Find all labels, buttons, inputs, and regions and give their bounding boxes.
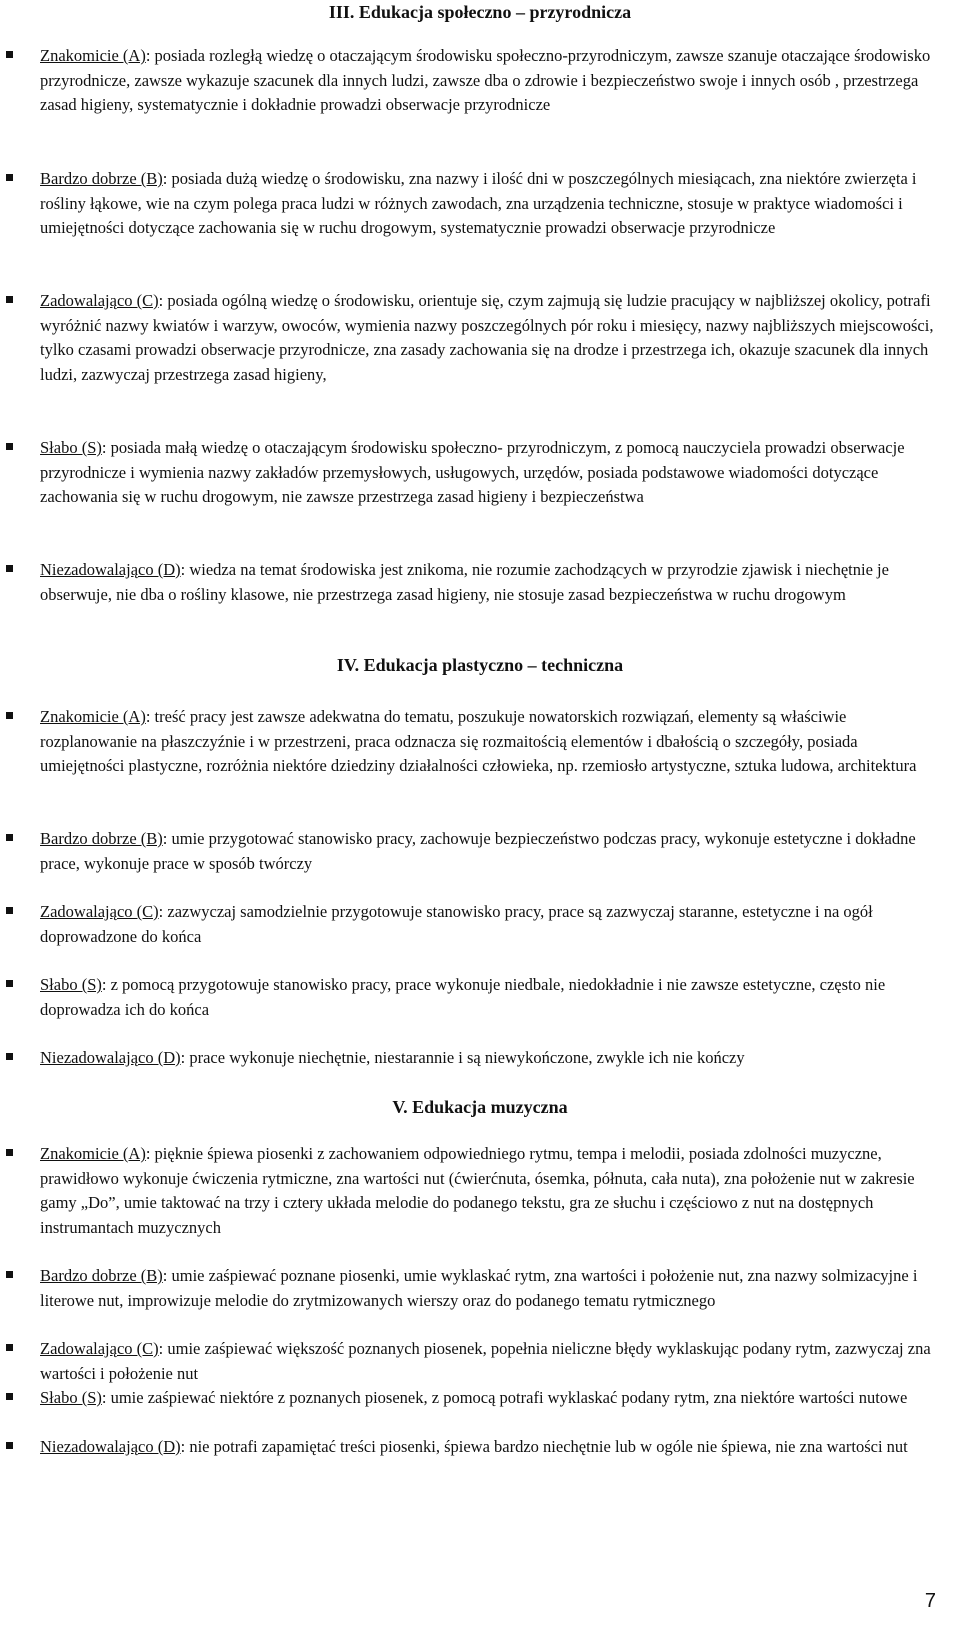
grade-description: : posiada dużą wiedzę o środowisku, zna nazwy i ilość dni w poszczególnych miesiącach, zna niektóre zwierzęta i rośliny łąkowe, wie na czym polega praca ludzi w różnych zawodach, zna urządzenia techniczne, stosuje w praktyce wiadomości i umiejętności dotyczące zachowania się w ruchu drogowym, systematycznie prowadzi obserwacje przyrodnicze	[40, 169, 917, 237]
bullet-icon	[6, 1442, 13, 1449]
bullet-icon	[6, 51, 13, 58]
grade-description: : prace wykonuje niechętnie, niestarannie i są niewykończone, zwykle ich nie kończy	[180, 1048, 745, 1067]
grade-label: Zadowalająco (C)	[40, 291, 159, 310]
grade-text	[40, 436, 940, 510]
grade-text	[40, 289, 940, 387]
grade-label: Słabo (S)	[40, 1388, 102, 1407]
bullet-icon	[6, 712, 13, 719]
bullet-icon	[6, 1053, 13, 1060]
grade-description: : umie zaśpiewać większość poznanych piosenek, popełnia nieliczne błędy wyklaskując podany rytm, zazwyczaj zna wartości i położenie nut	[40, 1339, 931, 1383]
bullet-icon	[6, 907, 13, 914]
grade-label: Bardzo dobrze (B)	[40, 1266, 163, 1285]
bullet-icon	[6, 443, 13, 450]
grade-label: Zadowalająco (C)	[40, 1339, 159, 1358]
grade-label: Słabo (S)	[40, 438, 102, 457]
grade-label: Znakomicie (A)	[40, 1144, 146, 1163]
grade-description: : posiada rozległą wiedzę o otaczającym środowisku społeczno-przyrodniczym, zawsze szanuje otaczające środowisko przyrodnicze, zawsze wykazuje szacunek dla innych ludzi, zawsze dba o zdrowie i bezpieczeństwo swoje i innych osób , przestrzega zasad higieny, systematycznie i dokładnie prowadzi obserwacje przyrodnicze	[40, 46, 931, 114]
grade-description: : umie zaśpiewać poznane piosenki, umie wyklaskać rytm, zna wartości i położenie nut, zna nazwy solmizacyjne i literowe nut, improwizuje melodie do zrytmizowanych wierszy oraz do podanego tematu rytmicznego	[40, 1266, 918, 1310]
grade-description: : wiedza na temat środowiska jest znikoma, nie rozumie zachodzących w przyrodzie zjawisk i niechętnie je obserwuje, nie dba o rośliny klasowe, nie przestrzega zasad higieny, nie stosuje zasad bezpieczeństwa w ruchu drogowym	[40, 560, 889, 604]
grade-label: Znakomicie (A)	[40, 46, 146, 65]
grade-label: Bardzo dobrze (B)	[40, 829, 163, 848]
grade-text	[40, 705, 940, 779]
grade-description: : nie potrafi zapamiętać treści piosenki, śpiewa bardzo niechętnie lub w ogóle nie śpiewa, nie zna wartości nut	[180, 1437, 908, 1456]
grade-label: Słabo (S)	[40, 975, 102, 994]
bullet-icon	[6, 174, 13, 181]
grade-text	[40, 44, 940, 118]
section-heading-5: V. Edukacja muzyczna	[392, 1097, 568, 1117]
grade-text	[40, 1337, 940, 1386]
bullet-icon	[6, 834, 13, 841]
bullet-icon	[6, 565, 13, 572]
section-heading-3: III. Edukacja społeczno – przyrodnicza	[328, 2, 632, 22]
grade-text	[40, 558, 940, 607]
grade-label: Bardzo dobrze (B)	[40, 169, 163, 188]
page-number: 7	[924, 1590, 936, 1612]
grade-description: : posiada małą wiedzę o otaczającym środowisku społeczno- przyrodniczym, z pomocą nauczyciela prowadzi obserwacje przyrodnicze i wymienia nazwy zakładów przemysłowych, usługowych, urzędów, posiada podstawowe wiadomości dotyczące zachowania się w ruchu drogowym, nie zawsze przestrzega zasad higieny i bezpieczeństwa	[40, 438, 905, 506]
grade-text	[40, 167, 940, 241]
grade-description: : posiada ogólną wiedzę o środowisku, orientuje się, czym zajmują się ludzie pracujący w najbliższej okolicy, potrafi wyróżnić nazwy kwiatów i warzyw, owoców, wymienia nazwy poszczególnych pór roku i miesięcy, nazwy najbliższych miejscowości, tylko czasami prowadzi obserwacje przyrodnicze, zna zasady zachowania się na drodze i przestrzega ich, okazuje szacunek dla innych ludzi, zazwyczaj przestrzega zasad higieny,	[40, 291, 934, 384]
bullet-icon	[6, 1393, 13, 1400]
bullet-icon	[6, 980, 13, 987]
bullet-icon	[6, 1271, 13, 1278]
grade-label: Znakomicie (A)	[40, 707, 146, 726]
grade-description: : umie zaśpiewać niektóre z poznanych piosenek, z pomocą potrafi wyklaskać podany rytm, zna niektóre wartości nutowe	[101, 1388, 908, 1407]
grade-text	[40, 973, 940, 1022]
bullet-icon	[6, 1149, 13, 1156]
bullet-icon	[6, 296, 13, 303]
section-heading-4: IV. Edukacja plastyczno – techniczna	[336, 655, 624, 675]
grade-label: Niezadowalająco (D)	[40, 1048, 181, 1067]
grade-description: : umie przygotować stanowisko pracy, zachowuje bezpieczeństwo podczas pracy, wykonuje estetyczne i dokładne prace, wykonuje prace w sposób twórczy	[40, 829, 916, 873]
grade-description: : zazwyczaj samodzielnie przygotowuje stanowisko pracy, prace są zazwyczaj staranne, estetyczne i na ogół doprowadzone do końca	[40, 902, 873, 946]
grade-text	[40, 1142, 940, 1240]
grade-label: Niezadowalająco (D)	[40, 560, 181, 579]
grade-description: : z pomocą przygotowuje stanowisko pracy, prace wykonuje niedbale, niedokładnie i nie zawsze estetyczne, często nie doprowadza ich do końca	[40, 975, 886, 1019]
grade-description: : pięknie śpiewa piosenki z zachowaniem odpowiedniego rytmu, tempa i melodii, posiada zdolności muzyczne, prawidłowo wykonuje ćwiczenia rytmiczne, zna wartości nut (ćwierćnuta, ósemka, półnuta, cała nuta), zna położenie nut w zakresie gamy „Do”, umie taktować na trzy i cztery układa melodie do podanego tekstu, gra ze słuchu i częściowo z nut na dostępnych instrumantach muzycznych	[40, 1144, 915, 1237]
grade-text	[40, 900, 940, 949]
grade-text	[40, 1046, 940, 1071]
bullet-icon	[6, 1344, 13, 1351]
grade-description: : treść pracy jest zawsze adekwatna do tematu, poszukuje nowatorskich rozwiązań, elementy są właściwie rozplanowanie na płaszczyźnie i w przestrzeni, praca odznacza się rozmaitością elementów i dbałością o szczegóły, posiada umiejętności plastyczne, rozróżnia niektóre dziedziny działalności człowieka, np. rzemiosło artystyczne, sztuka ludowa, architektura	[40, 707, 917, 775]
grade-text	[40, 1435, 940, 1460]
grade-text	[40, 1386, 940, 1411]
grade-label: Niezadowalająco (D)	[40, 1437, 181, 1456]
grade-label: Zadowalająco (C)	[40, 902, 159, 921]
grade-text	[40, 1264, 940, 1313]
grade-text	[40, 827, 940, 876]
